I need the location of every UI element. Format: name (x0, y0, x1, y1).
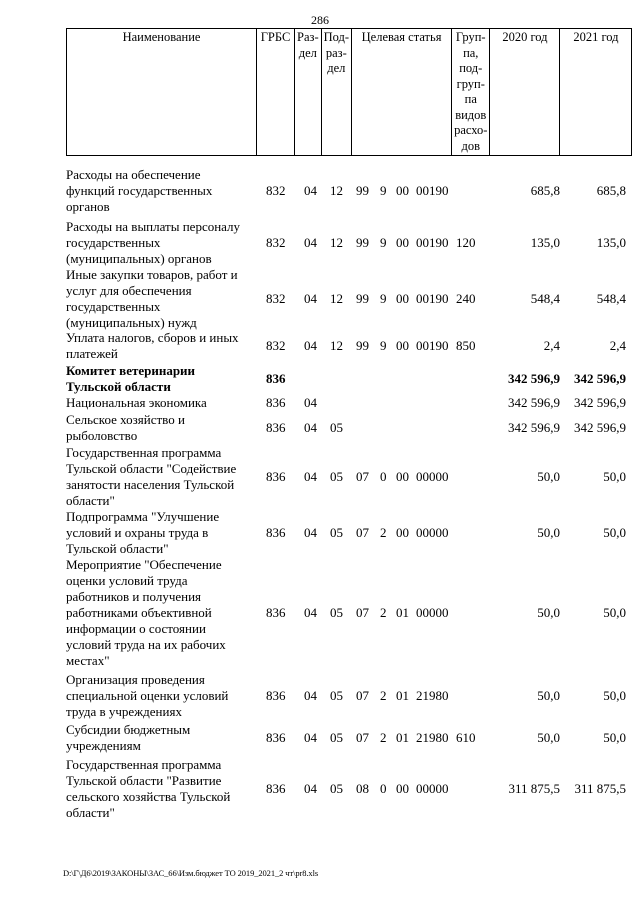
row-2021: 50,0 (603, 688, 626, 703)
row-vr: 120 (456, 235, 476, 250)
row-cs-event: 00 (396, 291, 409, 306)
row-name: Мероприятие "Обеспечение оценки условий труда работников и получения работниками объективной информации о состоянии условий труда на их рабочих местах" (66, 557, 226, 668)
row-razdel: 04 (304, 730, 317, 745)
row-grbs: 832 (266, 338, 286, 353)
row-2021: 311 875,5 (574, 781, 626, 796)
row-podrazdel: 05 (330, 469, 343, 484)
table-row (66, 363, 632, 395)
row-cs-event: 00 (396, 183, 409, 198)
row-2020: 50,0 (537, 525, 560, 540)
row-razdel: 04 (304, 235, 317, 250)
row-grbs: 836 (266, 420, 286, 435)
header-podrazdel: Под- раз- дел (321, 29, 351, 156)
row-cs-program: 07 (356, 469, 369, 484)
row-grbs: 836 (266, 395, 286, 410)
row-grbs: 836 (266, 688, 286, 703)
row-2020: 342 596,9 (508, 395, 560, 410)
row-2021: 2,4 (609, 338, 626, 353)
row-grbs: 836 (266, 730, 286, 745)
row-name: Расходы на обеспечение функций государственных органов (66, 167, 213, 214)
footer-file-path: D:\Г\Д6\2019\ЗАКОНЫ\ЗАС_66\Изм.бюджет ТО 2019_2021_2 чт\pr8.xls (63, 868, 319, 878)
row-cs-program: 07 (356, 730, 369, 745)
row-podrazdel: 05 (330, 688, 343, 703)
row-cs-direction: 00190 (416, 183, 449, 198)
row-grbs: 832 (266, 183, 286, 198)
row-cs-direction: 00000 (416, 469, 449, 484)
row-2021: 50,0 (603, 525, 626, 540)
table-header (66, 28, 632, 156)
row-2021: 342 596,9 (574, 371, 626, 386)
row-podrazdel: 05 (330, 605, 343, 620)
row-name: Подпрограмма "Улучшение условий и охраны труда в Тульской области" (66, 509, 220, 556)
row-2021: 342 596,9 (574, 420, 626, 435)
row-cs-event: 00 (396, 781, 409, 796)
row-name: Государственная программа Тульской области "Содействие занятости населения Тульской области" (66, 445, 237, 508)
row-cs-program: 99 (356, 183, 369, 198)
row-2020: 50,0 (537, 469, 560, 484)
row-vr: 240 (456, 291, 476, 306)
row-grbs: 832 (266, 291, 286, 306)
row-name: Сельское хозяйство и рыболовство (66, 412, 185, 443)
row-cs-subprogram: 2 (380, 525, 387, 540)
row-grbs: 836 (266, 469, 286, 484)
row-2020: 50,0 (537, 730, 560, 745)
row-2021: 342 596,9 (574, 395, 626, 410)
row-cs-direction: 00190 (416, 338, 449, 353)
row-cs-event: 01 (396, 730, 409, 745)
row-cs-subprogram: 9 (380, 338, 387, 353)
row-razdel: 04 (304, 469, 317, 484)
row-2020: 135,0 (530, 235, 560, 250)
row-grbs: 836 (266, 605, 286, 620)
row-2020: 2,4 (543, 338, 560, 353)
row-podrazdel: 12 (330, 235, 343, 250)
row-name: Субсидии бюджетным учреждениям (66, 722, 191, 753)
row-cs-program: 99 (356, 235, 369, 250)
table-row (66, 557, 632, 669)
row-cs-subprogram: 2 (380, 688, 387, 703)
table-row (66, 757, 632, 821)
row-name: Иные закупки товаров, работ и услуг для обеспечения государственных (муниципальных) нужд (66, 267, 238, 330)
table-row (66, 509, 632, 557)
row-razdel: 04 (304, 183, 317, 198)
row-podrazdel: 12 (330, 338, 343, 353)
row-cs-subprogram: 0 (380, 781, 387, 796)
header-2021: 2021 год (560, 29, 632, 156)
header-2020: 2020 год (490, 29, 560, 156)
row-razdel: 04 (304, 291, 317, 306)
row-2020: 50,0 (537, 688, 560, 703)
row-2020: 548,4 (530, 291, 560, 306)
table-row (66, 219, 632, 267)
row-2020: 50,0 (537, 605, 560, 620)
row-cs-event: 00 (396, 235, 409, 250)
row-podrazdel: 05 (330, 781, 343, 796)
row-razdel: 04 (304, 338, 317, 353)
header-name: Наименование (67, 29, 257, 156)
row-cs-subprogram: 2 (380, 605, 387, 620)
row-name: Уплата налогов, сборов и иных платежей (66, 330, 239, 361)
row-podrazdel: 05 (330, 525, 343, 540)
row-grbs: 832 (266, 235, 286, 250)
row-vr: 850 (456, 338, 476, 353)
row-razdel: 04 (304, 688, 317, 703)
row-cs-program: 99 (356, 291, 369, 306)
row-razdel: 04 (304, 605, 317, 620)
row-2021: 50,0 (603, 605, 626, 620)
table-row (66, 445, 632, 509)
row-2020: 342 596,9 (508, 420, 560, 435)
row-cs-program: 08 (356, 781, 369, 796)
row-vr: 610 (456, 730, 476, 745)
page-number: 286 (311, 13, 329, 27)
row-cs-event: 00 (396, 469, 409, 484)
row-cs-subprogram: 2 (380, 730, 387, 745)
row-cs-program: 07 (356, 688, 369, 703)
table-row (66, 412, 632, 444)
row-grbs: 836 (266, 525, 286, 540)
table-row (66, 330, 632, 362)
row-name: Национальная экономика (66, 395, 207, 410)
row-2021: 135,0 (596, 235, 626, 250)
table-row (66, 395, 632, 411)
row-cs-subprogram: 9 (380, 183, 387, 198)
table-row (66, 722, 632, 754)
row-cs-event: 00 (396, 338, 409, 353)
row-cs-program: 07 (356, 605, 369, 620)
row-cs-direction: 00190 (416, 291, 449, 306)
row-2020: 342 596,9 (508, 371, 560, 386)
header-grbs: ГРБС (257, 29, 295, 156)
row-razdel: 04 (304, 525, 317, 540)
row-2021: 50,0 (603, 730, 626, 745)
row-cs-direction: 00000 (416, 605, 449, 620)
row-grbs: 836 (266, 781, 286, 796)
header-gruppa: Груп- па, под- груп- па видов расхо- дов (452, 29, 490, 156)
row-podrazdel: 05 (330, 730, 343, 745)
table-row (66, 672, 632, 720)
row-razdel: 04 (304, 395, 317, 410)
row-cs-subprogram: 9 (380, 291, 387, 306)
header-celevaya: Целевая статья (352, 29, 452, 156)
row-cs-direction: 00000 (416, 781, 449, 796)
row-razdel: 04 (304, 420, 317, 435)
row-cs-direction: 00000 (416, 525, 449, 540)
header-razdel: Раз- дел (295, 29, 322, 156)
row-2020: 685,8 (530, 183, 560, 198)
row-name: Организация проведения специальной оценки условий труда в учреждениях (66, 672, 229, 719)
row-cs-event: 01 (396, 688, 409, 703)
row-razdel: 04 (304, 781, 317, 796)
row-podrazdel: 12 (330, 291, 343, 306)
row-2021: 685,8 (596, 183, 626, 198)
row-cs-event: 00 (396, 525, 409, 540)
row-name: Государственная программа Тульской области "Развитие сельского хозяйства Тульской области" (66, 757, 231, 820)
row-cs-direction: 21980 (416, 688, 449, 703)
row-cs-subprogram: 9 (380, 235, 387, 250)
row-podrazdel: 12 (330, 183, 343, 198)
row-cs-subprogram: 0 (380, 469, 387, 484)
row-2020: 311 875,5 (508, 781, 560, 796)
row-cs-direction: 00190 (416, 235, 449, 250)
row-cs-direction: 21980 (416, 730, 449, 745)
row-name: Расходы на выплаты персоналу государственных (муниципальных) органов (66, 219, 241, 266)
table-row (66, 267, 632, 331)
table-row (66, 167, 632, 215)
row-cs-event: 01 (396, 605, 409, 620)
row-cs-program: 07 (356, 525, 369, 540)
row-grbs: 836 (266, 371, 286, 386)
row-2021: 50,0 (603, 469, 626, 484)
row-name: Комитет ветеринарии Тульской области (66, 363, 196, 394)
row-2021: 548,4 (596, 291, 626, 306)
row-podrazdel: 05 (330, 420, 343, 435)
row-cs-program: 99 (356, 338, 369, 353)
